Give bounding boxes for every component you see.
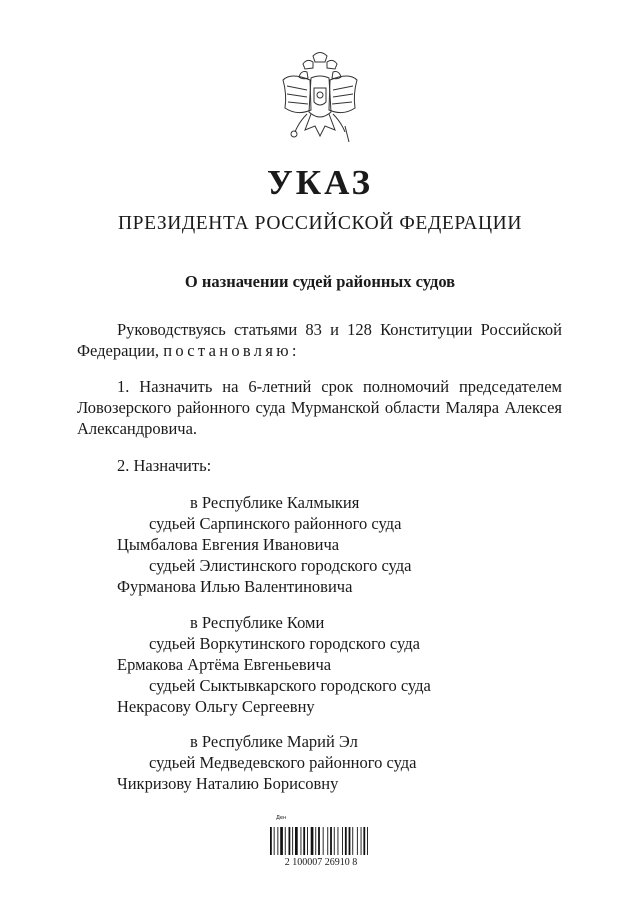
region-heading: в Республике Марий Эл — [190, 732, 358, 751]
region-heading: в Республике Калмыкия — [190, 493, 360, 512]
preamble-line-2-start: Федерации, — [77, 341, 160, 360]
region-heading: в Республике Коми — [190, 613, 325, 632]
item-1-text: 1. Назначить на 6-летний срок полномочий председателем Ловозерского районного суда Мурманской области Маляра Алексея Александровича. — [77, 377, 562, 438]
appointee-name: Чикризову Наталию Борисовну — [117, 774, 339, 793]
barcode — [262, 815, 380, 871]
preamble-line-2 — [77, 340, 300, 361]
appointment-position: судьей Сыктывкарского городского суда — [149, 676, 431, 695]
preamble-line-1: Руководствуясь статьями 83 и 128 Конституции Российской — [117, 320, 562, 339]
document-subtitle: ПРЕЗИДЕНТА РОССИЙСКОЙ ФЕДЕРАЦИИ — [117, 213, 523, 234]
appointment-position: судьей Сарпинского районного суда — [149, 514, 402, 533]
decree-word: постановляю: — [163, 341, 300, 360]
appointee-name: Цымбалова Евгения Ивановича — [117, 535, 340, 554]
item-1 — [77, 376, 562, 439]
barcode-digits: 2 100007 26910 8 — [284, 857, 358, 868]
document-title: УКАЗ — [267, 163, 373, 202]
appointee-name: Некрасову Ольгу Сергеевну — [117, 697, 315, 716]
document-heading: О назначении судей районных судов — [184, 272, 456, 291]
appointment-position: судьей Элистинского городского суда — [149, 556, 412, 575]
item-2-label: 2. Назначить: — [117, 456, 212, 475]
barcode-label: Ден — [276, 815, 287, 821]
appointee-name: Фурманова Илью Валентиновича — [117, 577, 353, 596]
appointment-position: судьей Медведевского районного суда — [149, 753, 417, 772]
barcode-icon — [262, 819, 380, 857]
appointee-name: Ермакова Артёма Евгеньевича — [117, 655, 332, 674]
appointment-position: судьей Воркутинского городского суда — [149, 634, 420, 653]
coat-of-arms-icon — [277, 50, 363, 146]
